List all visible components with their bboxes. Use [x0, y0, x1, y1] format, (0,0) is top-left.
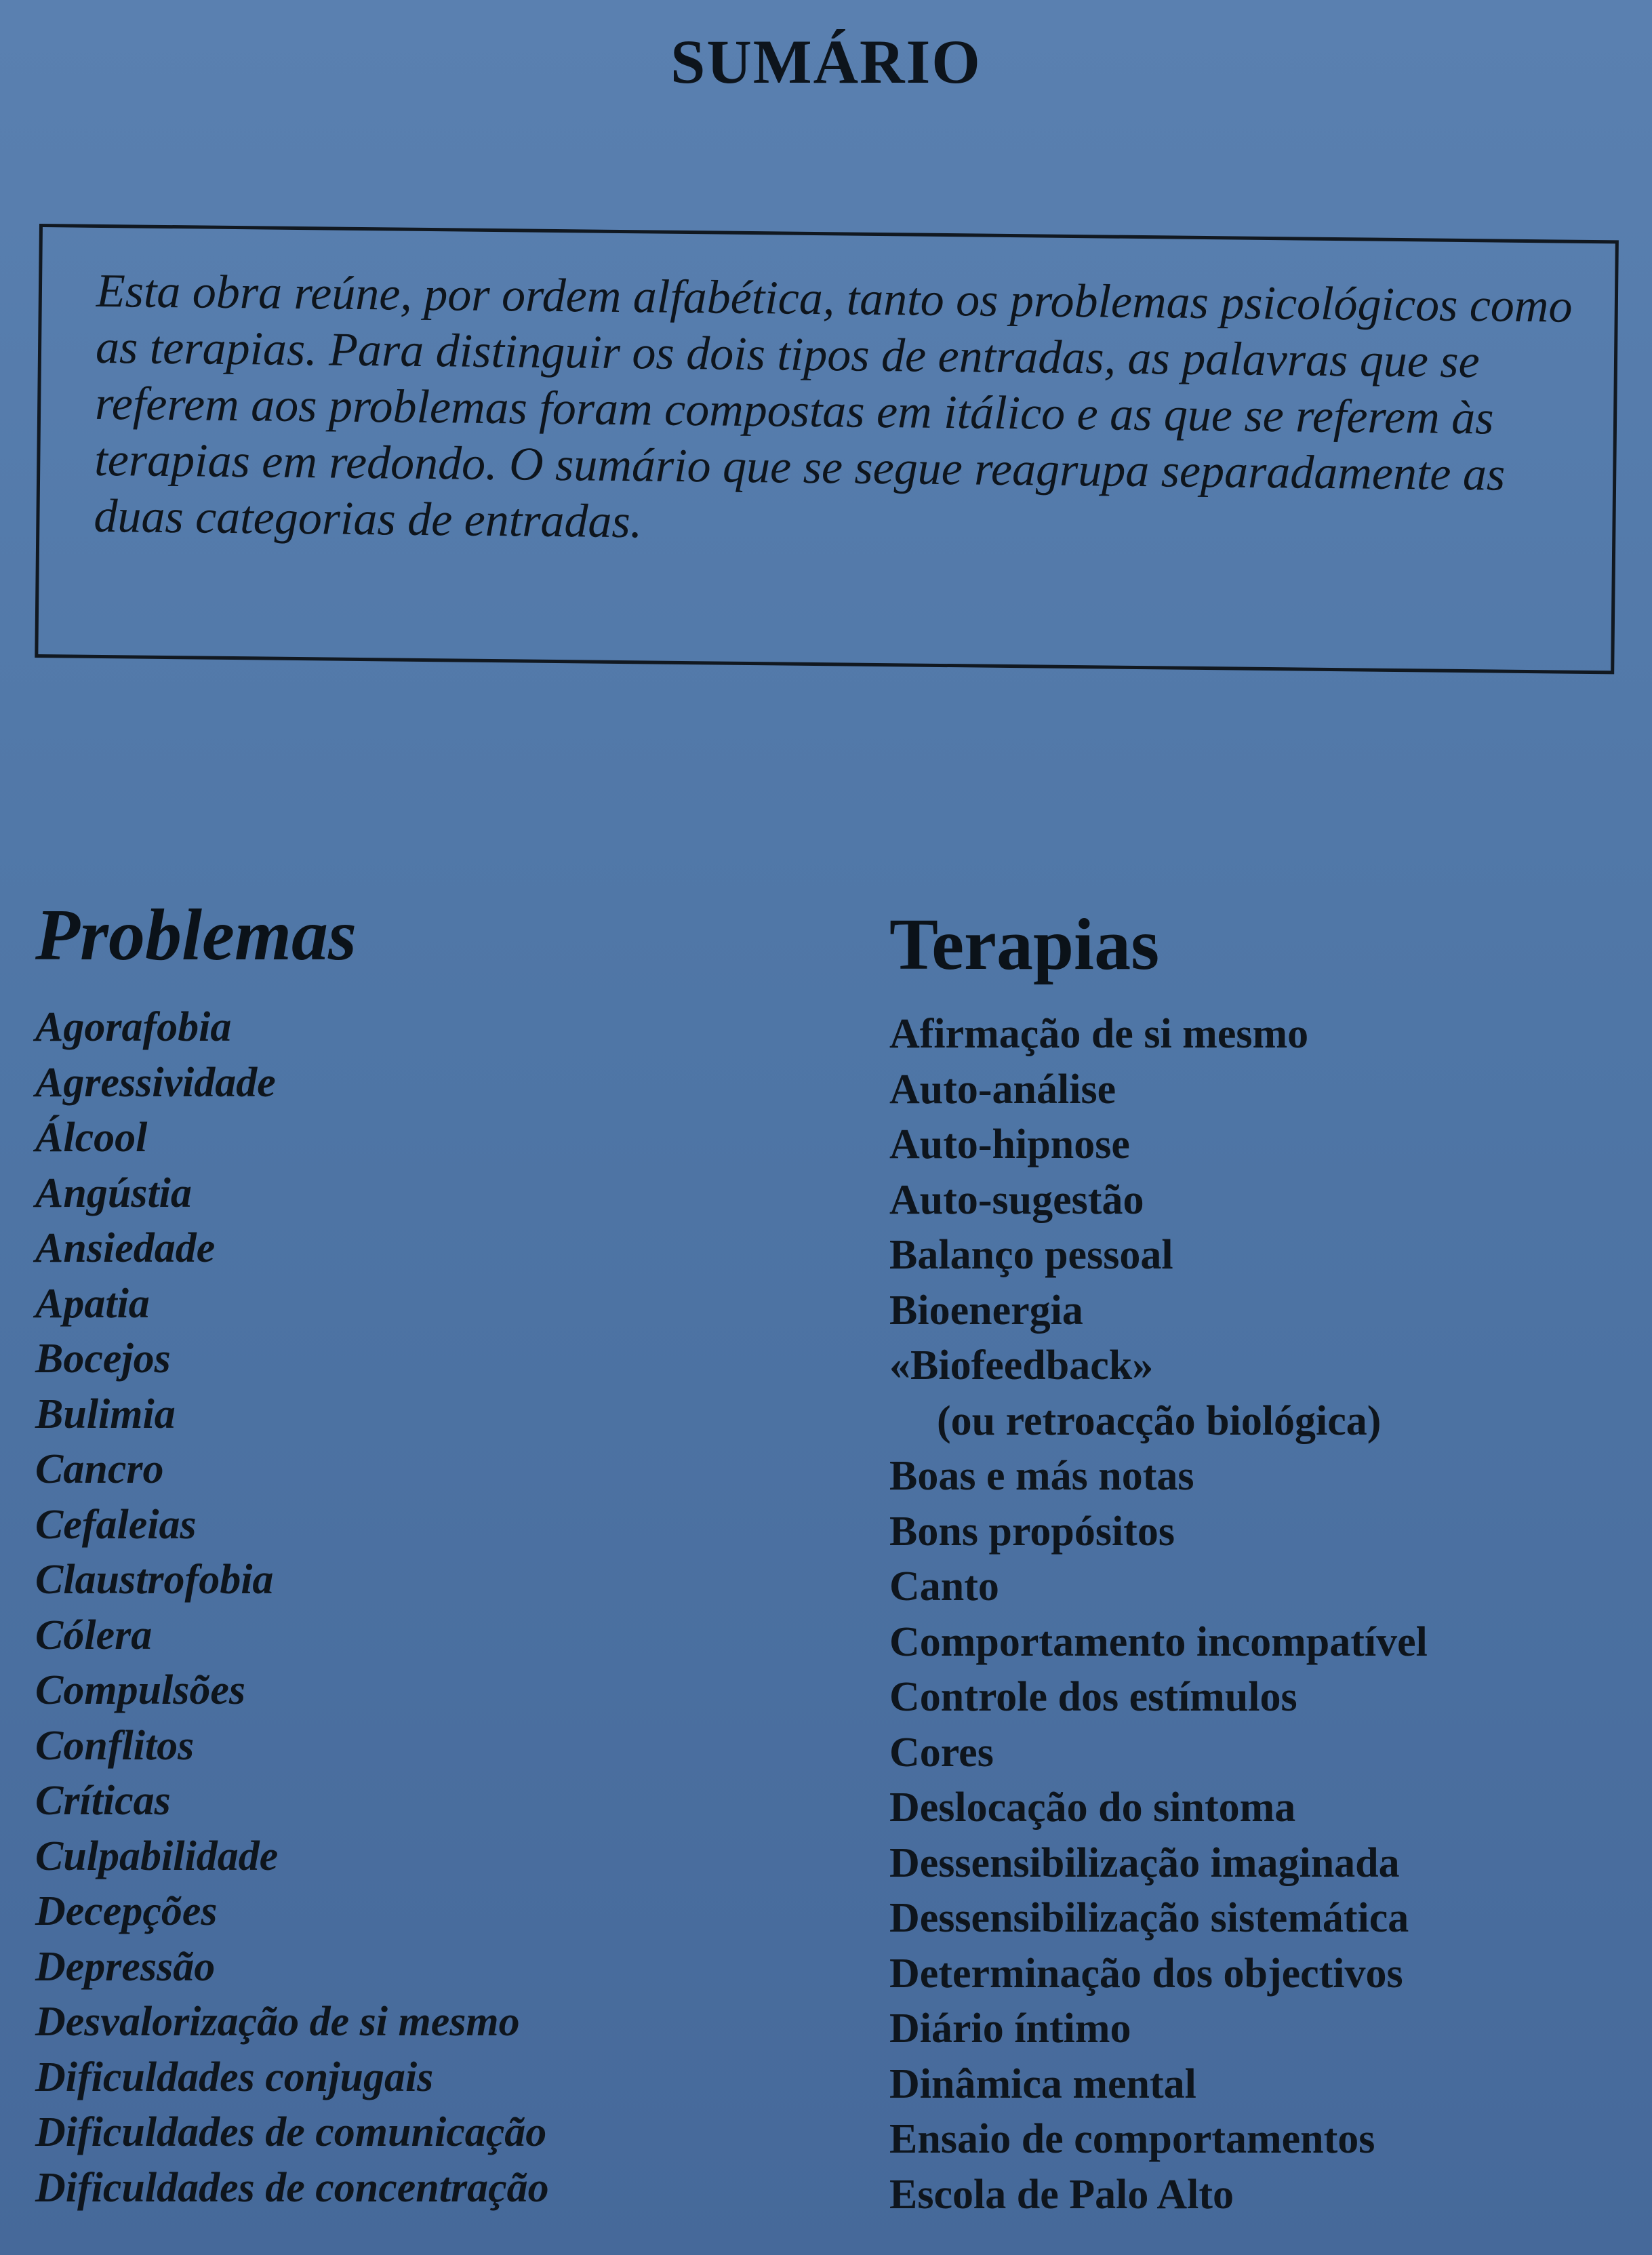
therapy-entry-continuation: (ou retroacção biológica)	[937, 1397, 1382, 1444]
therapy-entry: Dinâmica mental	[889, 2060, 1196, 2107]
therapy-entry: Balanço pessoal	[889, 1232, 1173, 1278]
therapies-list	[889, 1007, 1428, 2222]
problem-entry: Depressão	[35, 1943, 216, 1990]
problems-heading: Problemas	[35, 895, 357, 976]
therapy-entry: Ensaio de comportamentos	[889, 2116, 1375, 2162]
therapies-column	[889, 898, 1621, 2218]
therapy-entry: Canto	[889, 1563, 999, 1610]
therapy-entry: Boas e más notas	[889, 1453, 1194, 1499]
problem-entry: Compulsões	[35, 1667, 246, 1713]
therapy-entry: Dessensibilização sistemática	[889, 1895, 1409, 1941]
problems-column	[35, 895, 815, 2211]
problem-entry: Desvalorização de si mesmo	[35, 1999, 520, 2045]
problem-entry: Claustrofobia	[35, 1557, 274, 1603]
problem-entry: Álcool	[35, 1115, 148, 1161]
therapy-entry: Afirmação de si mesmo	[889, 1011, 1309, 1057]
problem-entry: Agressividade	[35, 1059, 276, 1106]
problem-entry: Decepções	[35, 1888, 218, 1934]
page-title: SUMÁRIO	[670, 27, 982, 96]
therapy-entry: Bioenergia	[889, 1287, 1083, 1334]
problem-entry: Dificuldades de comunicação	[35, 2109, 547, 2155]
therapy-entry: Bons propósitos	[889, 1508, 1175, 1555]
problem-entry: Cefaleias	[35, 1501, 197, 1548]
therapy-entry: Comportamento incompatível	[889, 1618, 1428, 1665]
problem-entry: Dificuldades conjugais	[35, 2054, 434, 2100]
therapies-heading: Terapias	[889, 904, 1160, 985]
problems-list	[35, 1000, 549, 2216]
intro-text: Esta obra reúne, por ordem alfabética, tanto os problemas psicológicos como as terapias. Para distinguir os dois tipos de entradas, as palavras que se referem aos problemas foram compostas em itálico e as que se referem às terapias em redondo. O sumário que se segue reagrupa separadamente as duas categorias de entradas.	[94, 264, 1573, 548]
problem-entry: Ansiedade	[35, 1225, 216, 1271]
therapy-entry: Deslocação do sintoma	[889, 1784, 1296, 1831]
problem-entry: Apatia	[35, 1280, 150, 1327]
therapy-entry: Auto-sugestão	[889, 1176, 1144, 1223]
therapy-entry: Dessensibilização imaginada	[889, 1839, 1400, 1886]
problem-entry: Cancro	[35, 1446, 164, 1492]
problem-entry: Bulimia	[35, 1391, 176, 1437]
problem-entry: Agorafobia	[35, 1004, 232, 1050]
therapy-entry: Escola de Palo Alto	[889, 2171, 1234, 2218]
therapy-entry: Determinação dos objectivos	[889, 1950, 1403, 1997]
therapy-entry: Auto-análise	[889, 1066, 1116, 1113]
therapy-entry: Auto-hipnose	[889, 1121, 1130, 1168]
therapy-entry: Diário íntimo	[889, 2005, 1131, 2052]
problem-entry: Conflitos	[35, 1722, 195, 1769]
problem-entry: Angústia	[35, 1170, 192, 1216]
problem-entry: Cólera	[35, 1612, 153, 1658]
intro-box	[35, 224, 1619, 674]
therapy-entry: Cores	[889, 1729, 994, 1776]
therapy-entry: «Biofeedback»	[889, 1342, 1154, 1389]
problem-entry: Culpabilidade	[35, 1833, 279, 1879]
therapy-entry: Controle dos estímulos	[889, 1674, 1297, 1720]
problem-entry: Bocejos	[35, 1336, 171, 1382]
problem-entry: Dificuldades de concentração	[35, 2164, 549, 2211]
problem-entry: Críticas	[35, 1778, 171, 1824]
